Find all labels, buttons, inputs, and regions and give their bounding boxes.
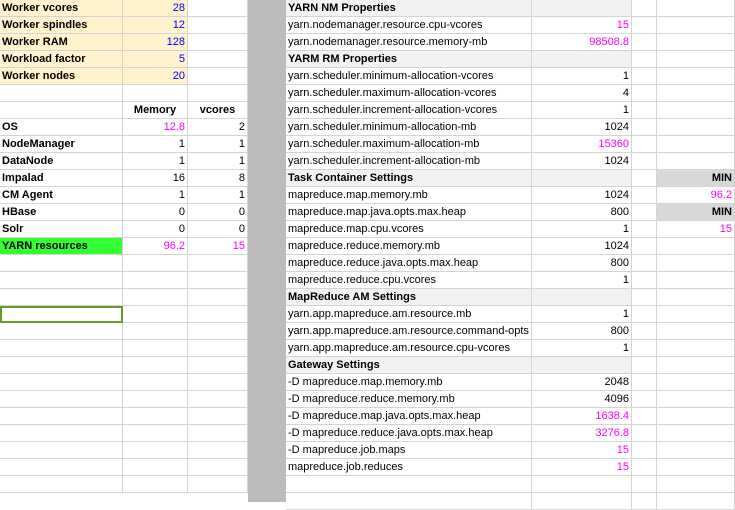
empty-cell[interactable] xyxy=(657,102,735,119)
property-key-cell[interactable]: mapreduce.map.memory.mb xyxy=(286,187,532,204)
property-value-cell[interactable]: 1 xyxy=(532,306,632,323)
empty-cell[interactable] xyxy=(532,51,632,68)
empty-cell[interactable] xyxy=(632,391,657,408)
empty-cell[interactable] xyxy=(657,85,735,102)
empty-cell[interactable] xyxy=(657,119,735,136)
empty-cell[interactable] xyxy=(123,476,188,493)
property-value-cell[interactable]: 1024 xyxy=(532,119,632,136)
service-name-cell[interactable]: NodeManager xyxy=(0,136,123,153)
empty-cell[interactable] xyxy=(188,476,248,493)
empty-cell[interactable] xyxy=(123,340,188,357)
empty-cell[interactable] xyxy=(632,170,657,187)
empty-cell[interactable] xyxy=(123,85,188,102)
empty-cell[interactable] xyxy=(657,340,735,357)
service-memory-cell[interactable]: 0 xyxy=(123,221,188,238)
worker-value-cell[interactable]: 5 xyxy=(123,51,188,68)
empty-cell[interactable] xyxy=(657,289,735,306)
empty-cell[interactable] xyxy=(632,34,657,51)
property-value-cell[interactable]: 800 xyxy=(532,255,632,272)
service-name-cell[interactable]: CM Agent xyxy=(0,187,123,204)
service-memory-cell[interactable]: 12.8 xyxy=(123,119,188,136)
service-memory-cell[interactable]: 1 xyxy=(123,187,188,204)
empty-cell[interactable] xyxy=(657,442,735,459)
section-header-yarn-rm[interactable]: YARM RM Properties xyxy=(286,51,532,68)
property-value-cell[interactable]: 1024 xyxy=(532,153,632,170)
property-value-cell[interactable]: 1638.4 xyxy=(532,408,632,425)
empty-cell[interactable] xyxy=(123,391,188,408)
empty-cell[interactable] xyxy=(188,323,248,340)
empty-cell[interactable] xyxy=(632,136,657,153)
empty-cell[interactable] xyxy=(657,459,735,476)
service-vcores-cell[interactable]: 1 xyxy=(188,187,248,204)
worker-label-cell[interactable]: Worker nodes xyxy=(0,68,123,85)
empty-cell[interactable] xyxy=(657,68,735,85)
property-value-cell[interactable]: 98508.8 xyxy=(532,34,632,51)
property-key-cell[interactable]: mapreduce.job.reduces xyxy=(286,459,532,476)
empty-cell[interactable] xyxy=(123,272,188,289)
empty-cell[interactable] xyxy=(657,408,735,425)
empty-cell[interactable] xyxy=(188,340,248,357)
min-memory-label[interactable]: MIN xyxy=(657,170,735,187)
property-value-cell[interactable]: 1024 xyxy=(532,187,632,204)
empty-cell[interactable] xyxy=(657,238,735,255)
memory-column-header[interactable]: Memory xyxy=(123,102,188,119)
empty-cell[interactable] xyxy=(123,459,188,476)
empty-cell[interactable] xyxy=(532,170,632,187)
service-memory-cell[interactable]: 1 xyxy=(123,153,188,170)
section-header-yarn-nm[interactable]: YARN NM Properties xyxy=(286,0,532,17)
selected-cell[interactable] xyxy=(0,306,123,323)
empty-cell[interactable] xyxy=(0,323,123,340)
empty-cell[interactable] xyxy=(657,51,735,68)
empty-cell[interactable] xyxy=(188,374,248,391)
empty-cell[interactable] xyxy=(188,0,248,17)
empty-cell[interactable] xyxy=(188,442,248,459)
property-key-cell[interactable]: yarn.scheduler.minimum-allocation-vcores xyxy=(286,68,532,85)
property-key-cell[interactable]: yarn.scheduler.maximum-allocation-mb xyxy=(286,136,532,153)
empty-cell[interactable] xyxy=(632,442,657,459)
property-value-cell[interactable]: 4 xyxy=(532,85,632,102)
empty-cell[interactable] xyxy=(657,0,735,17)
empty-cell[interactable] xyxy=(657,425,735,442)
empty-cell[interactable] xyxy=(632,187,657,204)
right-sheet-grid xyxy=(286,0,735,502)
empty-cell[interactable] xyxy=(657,272,735,289)
empty-cell[interactable] xyxy=(632,204,657,221)
empty-cell[interactable] xyxy=(632,0,657,17)
empty-cell[interactable] xyxy=(123,323,188,340)
empty-cell[interactable] xyxy=(0,340,123,357)
empty-cell[interactable] xyxy=(188,85,248,102)
empty-cell[interactable] xyxy=(0,408,123,425)
gray-separator-column xyxy=(248,0,286,502)
service-vcores-cell[interactable]: 0 xyxy=(188,221,248,238)
property-value-cell[interactable]: 2048 xyxy=(532,374,632,391)
empty-cell[interactable] xyxy=(0,85,123,102)
property-key-cell[interactable]: -D mapreduce.map.memory.mb xyxy=(286,374,532,391)
empty-cell[interactable] xyxy=(0,476,123,493)
empty-cell[interactable] xyxy=(632,85,657,102)
service-name-cell[interactable]: OS xyxy=(0,119,123,136)
property-value-cell[interactable]: 1 xyxy=(532,102,632,119)
property-value-cell[interactable]: 15 xyxy=(532,442,632,459)
service-vcores-cell[interactable]: 1 xyxy=(188,153,248,170)
section-header-mapreduce-am[interactable]: MapReduce AM Settings xyxy=(286,289,532,306)
worker-label-cell[interactable]: Worker vcores xyxy=(0,0,123,17)
empty-cell[interactable] xyxy=(188,425,248,442)
property-key-cell[interactable]: mapreduce.reduce.cpu.vcores xyxy=(286,272,532,289)
min-memory-value[interactable]: 96.2 xyxy=(657,187,735,204)
empty-cell[interactable] xyxy=(657,153,735,170)
empty-cell[interactable] xyxy=(657,306,735,323)
empty-cell[interactable] xyxy=(188,272,248,289)
empty-cell[interactable] xyxy=(657,374,735,391)
service-name-cell[interactable]: Impalad xyxy=(0,170,123,187)
empty-cell[interactable] xyxy=(123,357,188,374)
empty-cell[interactable] xyxy=(188,289,248,306)
empty-cell[interactable] xyxy=(0,272,123,289)
empty-cell[interactable] xyxy=(632,289,657,306)
empty-cell[interactable] xyxy=(632,255,657,272)
empty-cell[interactable] xyxy=(632,102,657,119)
service-memory-cell[interactable]: 1 xyxy=(123,136,188,153)
empty-cell[interactable] xyxy=(123,374,188,391)
empty-cell[interactable] xyxy=(0,374,123,391)
property-key-cell[interactable]: -D mapreduce.job.maps xyxy=(286,442,532,459)
empty-cell[interactable] xyxy=(123,408,188,425)
empty-cell[interactable] xyxy=(632,153,657,170)
empty-cell[interactable] xyxy=(632,68,657,85)
empty-cell[interactable] xyxy=(188,408,248,425)
empty-cell[interactable] xyxy=(632,476,657,493)
empty-cell[interactable] xyxy=(0,442,123,459)
yarn-resources-label-cell[interactable]: YARN resources xyxy=(0,238,123,255)
empty-cell[interactable] xyxy=(632,374,657,391)
empty-cell[interactable] xyxy=(188,255,248,272)
empty-cell[interactable] xyxy=(188,391,248,408)
worker-label-cell[interactable]: Worker spindles xyxy=(0,17,123,34)
property-value-cell[interactable]: 800 xyxy=(532,323,632,340)
property-key-cell[interactable]: -D mapreduce.reduce.memory.mb xyxy=(286,391,532,408)
empty-cell[interactable] xyxy=(632,17,657,34)
empty-cell[interactable] xyxy=(657,476,735,493)
service-vcores-cell[interactable]: 1 xyxy=(188,136,248,153)
worker-value-cell[interactable]: 28 xyxy=(123,0,188,17)
property-key-cell[interactable]: yarn.scheduler.increment-allocation-mb xyxy=(286,153,532,170)
empty-cell[interactable] xyxy=(123,442,188,459)
empty-cell[interactable] xyxy=(0,391,123,408)
empty-cell[interactable] xyxy=(0,255,123,272)
property-key-cell[interactable]: mapreduce.reduce.java.opts.max.heap xyxy=(286,255,532,272)
service-name-cell[interactable]: Solr xyxy=(0,221,123,238)
worker-label-cell[interactable]: Worker RAM xyxy=(0,34,123,51)
empty-cell[interactable] xyxy=(657,255,735,272)
section-header-gateway[interactable]: Gateway Settings xyxy=(286,357,532,374)
empty-cell[interactable] xyxy=(657,391,735,408)
empty-cell[interactable] xyxy=(0,102,123,119)
property-value-cell[interactable]: 15 xyxy=(532,17,632,34)
property-key-cell[interactable]: yarn.app.mapreduce.am.resource.cpu-vcores xyxy=(286,340,532,357)
empty-cell[interactable] xyxy=(632,425,657,442)
property-key-cell[interactable]: yarn.scheduler.increment-allocation-vcores xyxy=(286,102,532,119)
empty-cell[interactable] xyxy=(532,357,632,374)
worker-value-cell[interactable]: 20 xyxy=(123,68,188,85)
empty-cell[interactable] xyxy=(657,357,735,374)
service-vcores-cell[interactable]: 0 xyxy=(188,204,248,221)
property-value-cell[interactable]: 15 xyxy=(532,459,632,476)
worker-value-cell[interactable]: 12 xyxy=(123,17,188,34)
empty-cell[interactable] xyxy=(0,459,123,476)
min-vcores-label[interactable]: MIN xyxy=(657,204,735,221)
empty-cell[interactable] xyxy=(632,323,657,340)
property-value-cell[interactable]: 1 xyxy=(532,68,632,85)
service-vcores-cell[interactable]: 2 xyxy=(188,119,248,136)
property-value-cell[interactable]: 1 xyxy=(532,340,632,357)
empty-cell[interactable] xyxy=(0,425,123,442)
worker-value-cell[interactable]: 128 xyxy=(123,34,188,51)
empty-cell[interactable] xyxy=(632,340,657,357)
property-key-cell[interactable]: yarn.scheduler.maximum-allocation-vcores xyxy=(286,85,532,102)
vcores-column-header[interactable]: vcores xyxy=(188,102,248,119)
min-vcores-value[interactable]: 15 xyxy=(657,221,735,238)
empty-cell[interactable] xyxy=(188,51,248,68)
empty-cell[interactable] xyxy=(632,119,657,136)
property-value-cell[interactable]: 3276.8 xyxy=(532,425,632,442)
empty-cell[interactable] xyxy=(188,17,248,34)
empty-cell[interactable] xyxy=(632,459,657,476)
empty-cell[interactable] xyxy=(188,357,248,374)
yarn-resources-vcores-cell[interactable]: 15 xyxy=(188,238,248,255)
service-name-cell[interactable]: DataNode xyxy=(0,153,123,170)
property-value-cell[interactable]: 15360 xyxy=(532,136,632,153)
empty-cell[interactable] xyxy=(188,68,248,85)
property-value-cell[interactable]: 1 xyxy=(532,272,632,289)
empty-cell[interactable] xyxy=(632,272,657,289)
section-header-task-container[interactable]: Task Container Settings xyxy=(286,170,532,187)
empty-cell[interactable] xyxy=(123,306,188,323)
empty-cell[interactable] xyxy=(0,357,123,374)
empty-cell[interactable] xyxy=(0,289,123,306)
property-key-cell[interactable]: -D mapreduce.reduce.java.opts.max.heap xyxy=(286,425,532,442)
property-value-cell[interactable]: 1 xyxy=(532,221,632,238)
empty-cell[interactable] xyxy=(532,476,632,493)
empty-cell[interactable] xyxy=(188,459,248,476)
property-key-cell[interactable]: yarn.app.mapreduce.am.resource.command-opts xyxy=(286,323,532,340)
property-key-cell[interactable]: yarn.nodemanager.resource.memory-mb xyxy=(286,34,532,51)
property-key-cell[interactable]: mapreduce.reduce.memory.mb xyxy=(286,238,532,255)
empty-cell[interactable] xyxy=(632,306,657,323)
property-value-cell[interactable]: 4096 xyxy=(532,391,632,408)
empty-cell[interactable] xyxy=(532,0,632,17)
service-memory-cell[interactable]: 0 xyxy=(123,204,188,221)
property-key-cell[interactable]: mapreduce.map.java.opts.max.heap xyxy=(286,204,532,221)
empty-cell[interactable] xyxy=(632,357,657,374)
property-value-cell[interactable]: 800 xyxy=(532,204,632,221)
property-key-cell[interactable]: -D mapreduce.map.java.opts.max.heap xyxy=(286,408,532,425)
empty-cell[interactable] xyxy=(123,425,188,442)
empty-cell[interactable] xyxy=(532,289,632,306)
left-sheet-grid xyxy=(0,0,248,502)
service-memory-cell[interactable]: 16 xyxy=(123,170,188,187)
empty-cell[interactable] xyxy=(286,476,532,493)
service-vcores-cell[interactable]: 8 xyxy=(188,170,248,187)
worker-label-cell[interactable]: Workload factor xyxy=(0,51,123,68)
empty-cell[interactable] xyxy=(123,255,188,272)
service-name-cell[interactable]: HBase xyxy=(0,204,123,221)
empty-cell[interactable] xyxy=(123,289,188,306)
empty-cell[interactable] xyxy=(188,34,248,51)
empty-cell[interactable] xyxy=(188,306,248,323)
property-key-cell[interactable]: yarn.app.mapreduce.am.resource.mb xyxy=(286,306,532,323)
yarn-resources-memory-cell[interactable]: 96.2 xyxy=(123,238,188,255)
empty-cell[interactable] xyxy=(632,408,657,425)
empty-cell[interactable] xyxy=(632,221,657,238)
empty-cell[interactable] xyxy=(657,34,735,51)
empty-cell[interactable] xyxy=(657,136,735,153)
empty-cell[interactable] xyxy=(632,51,657,68)
property-key-cell[interactable]: yarn.scheduler.minimum-allocation-mb xyxy=(286,119,532,136)
property-key-cell[interactable]: mapreduce.map.cpu.vcores xyxy=(286,221,532,238)
empty-cell[interactable] xyxy=(657,17,735,34)
property-value-cell[interactable]: 1024 xyxy=(532,238,632,255)
property-key-cell[interactable]: yarn.nodemanager.resource.cpu-vcores xyxy=(286,17,532,34)
empty-cell[interactable] xyxy=(632,238,657,255)
empty-cell[interactable] xyxy=(657,323,735,340)
